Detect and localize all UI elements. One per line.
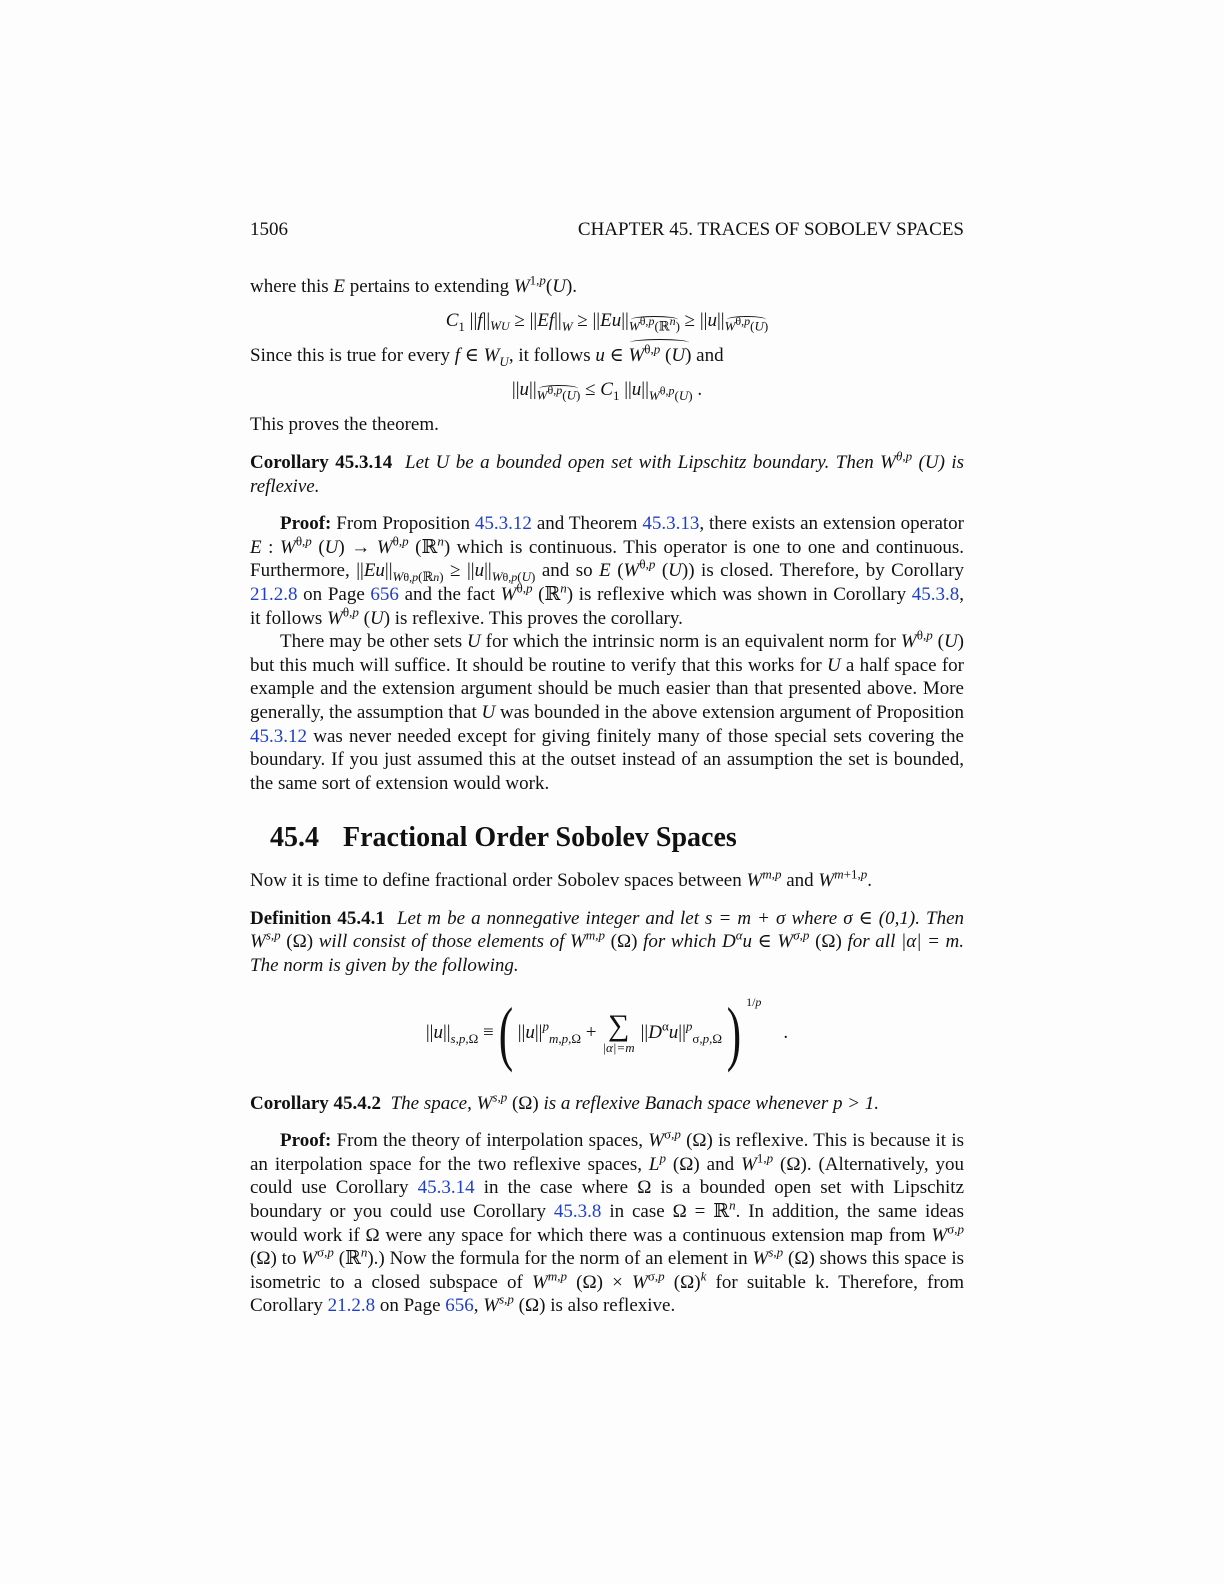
page-number: 1506 (250, 219, 288, 240)
running-header (250, 218, 964, 242)
proof-paragraph: Proof: From Proposition 45.3.12 and Theorem 45.3.13, there exists an extension operator E : $W^{\theta,p}$ $(U) \to W^{\theta,p}$ (ℝ$^n$) which is continuous. This operator is one to one and continuous. Furthermore, $||Eu||_{W\theta,p(ℝn)} \ge ||u||_{W\theta,p(U)}$ and so E ($W^{\theta,p}$ (U)) is closed. Therefore, by Corollary 21.2.8 on Page 656 and the fact $W^{\theta,p}$ (ℝ$^n$) is reflexive which was shown in Corollary 45.3.8, it follows $W^{\theta,p}$ (U) is reflexive. This proves the corollary. (250, 513, 965, 629)
link-corollary-45-3-8[interactable]: 45.3.8 (911, 583, 960, 605)
norm-inequality: $||u||_{W^{\theta,p}(U)} \le C_1$ $||u||_{W^{\theta,p}(U)}$ . (511, 378, 703, 403)
link-page-656[interactable]: 656 (445, 1295, 474, 1317)
paragraph: This proves the theorem. (250, 414, 439, 436)
fractional-norm-formula: $||u||_{s,p,\Omega}$ ≡ ( $||u||^p_{m,p,\Omega}$ + ∑ |α|=m $||D^\alpha u||^p_{\sigma,p,\Omega}$ ) 1/p . (425, 992, 789, 1073)
chapter-title: CHAPTER 45. TRACES OF SOBOLEV SPACES (577, 219, 964, 240)
link-page-656[interactable]: 656 (370, 583, 399, 605)
link-corollary-45-3-14[interactable]: 45.3.14 (417, 1177, 475, 1199)
inequality-chain: $C_1$ $||f||_{WU} \ge ||Ef||_W \ge ||Eu||_{W^{\theta,p}(ℝ^n)} \ge ||u||_{W^{\theta,p}(U)}$ (445, 309, 769, 334)
section-heading: 45.4 Fractional Order Sobolev Spaces (270, 822, 737, 854)
paragraph: where this E pertains to extending W$^{1,p}$(U). (250, 272, 578, 297)
definition-45-4-1: Definition 45.4.1 Let m be a nonnegative integer and let s = m + σ where σ ∈ (0,1). Then W$^{s,p}$ (Ω) will consist of those elements of W$^{m,p}$ (Ω) for which $D^\alpha u$ ∈ $W^{\sigma,p}$ (Ω) for all |α| = m. The norm is given by the following. (250, 907, 965, 977)
link-corollary-45-3-8[interactable]: 45.3.8 (553, 1201, 602, 1223)
paragraph: Since this is true for every f ∈ $W_U$, it follows u ∈ $W^{\theta,p}$ (U) and (250, 341, 724, 369)
link-corollary-21-2-8[interactable]: 21.2.8 (250, 583, 298, 605)
page (250, 218, 964, 1318)
link-proposition-45-3-12[interactable]: 45.3.12 (250, 725, 307, 747)
link-corollary-21-2-8[interactable]: 21.2.8 (327, 1295, 376, 1317)
paragraph: Now it is time to define fractional order Sobolev spaces between W$^{m,p}$ and $W^{m+1,p}$. (250, 866, 872, 892)
corollary-45-3-14: Corollary 45.3.14 Let U be a bounded open set with Lipschitz boundary. Then $W^{\theta,p}$ (U) is reflexive. (250, 448, 964, 497)
paragraph: There may be other sets U for which the intrinsic norm is an equivalent norm for $W^{\theta,p}$ (U) but this much will suffice. It should be routine to verify that this works for U a half space for example and the extension argument should be much easier than that presented above. More generally, the assumption that U was bounded in the above extension argument of Proposition 45.3.12 was never needed except for giving finitely many of those special sets covering the boundary. If you just assumed this at the outset instead of an assumption the set is bounded, the same sort of extension would work. (250, 627, 965, 794)
corollary-45-4-2: Corollary 45.4.2 The space, W$^{s,p}$ (Ω) is a reflexive Banach space whenever p > 1. (250, 1089, 880, 1114)
corollary-label: Corollary 45.3.14 (250, 451, 393, 473)
proof-paragraph: Proof: From the theory of interpolation spaces, $W^{\sigma,p}$ (Ω) is reflexive. This is because it is an iterpolation space for the two reflexive spaces, $L^p$ (Ω) and W$^{1,p}$ (Ω). (Alternatively, you could use Corollary 45.3.14 in the case where Ω is a bounded open set with Lipschitz boundary or you could use Corollary 45.3.8 in case Ω = ℝ$^n$. In addition, the same ideas would work if Ω were any space for which there was a continuous extension map from $W^{\sigma,p}$ (Ω) to $W^{\sigma,p}$ (ℝ$^n$).) Now the formula for the norm of an element in W$^{s,p}$ (Ω) shows this space is isometric to a closed subspace of W$^{m,p}$ $(\Omega) \times W^{\sigma,p}$ $(\Omega)^k$ for suitable k. Therefore, from Corollary 21.2.8 on Page 656, W$^{s,p}$ (Ω) is also reflexive. (250, 1126, 965, 1317)
link-theorem-45-3-13[interactable]: 45.3.13 (642, 513, 700, 535)
corollary-label: Corollary 45.4.2 (250, 1092, 382, 1114)
definition-label: Definition 45.4.1 (250, 907, 385, 929)
link-proposition-45-3-12[interactable]: 45.3.12 (474, 513, 532, 535)
